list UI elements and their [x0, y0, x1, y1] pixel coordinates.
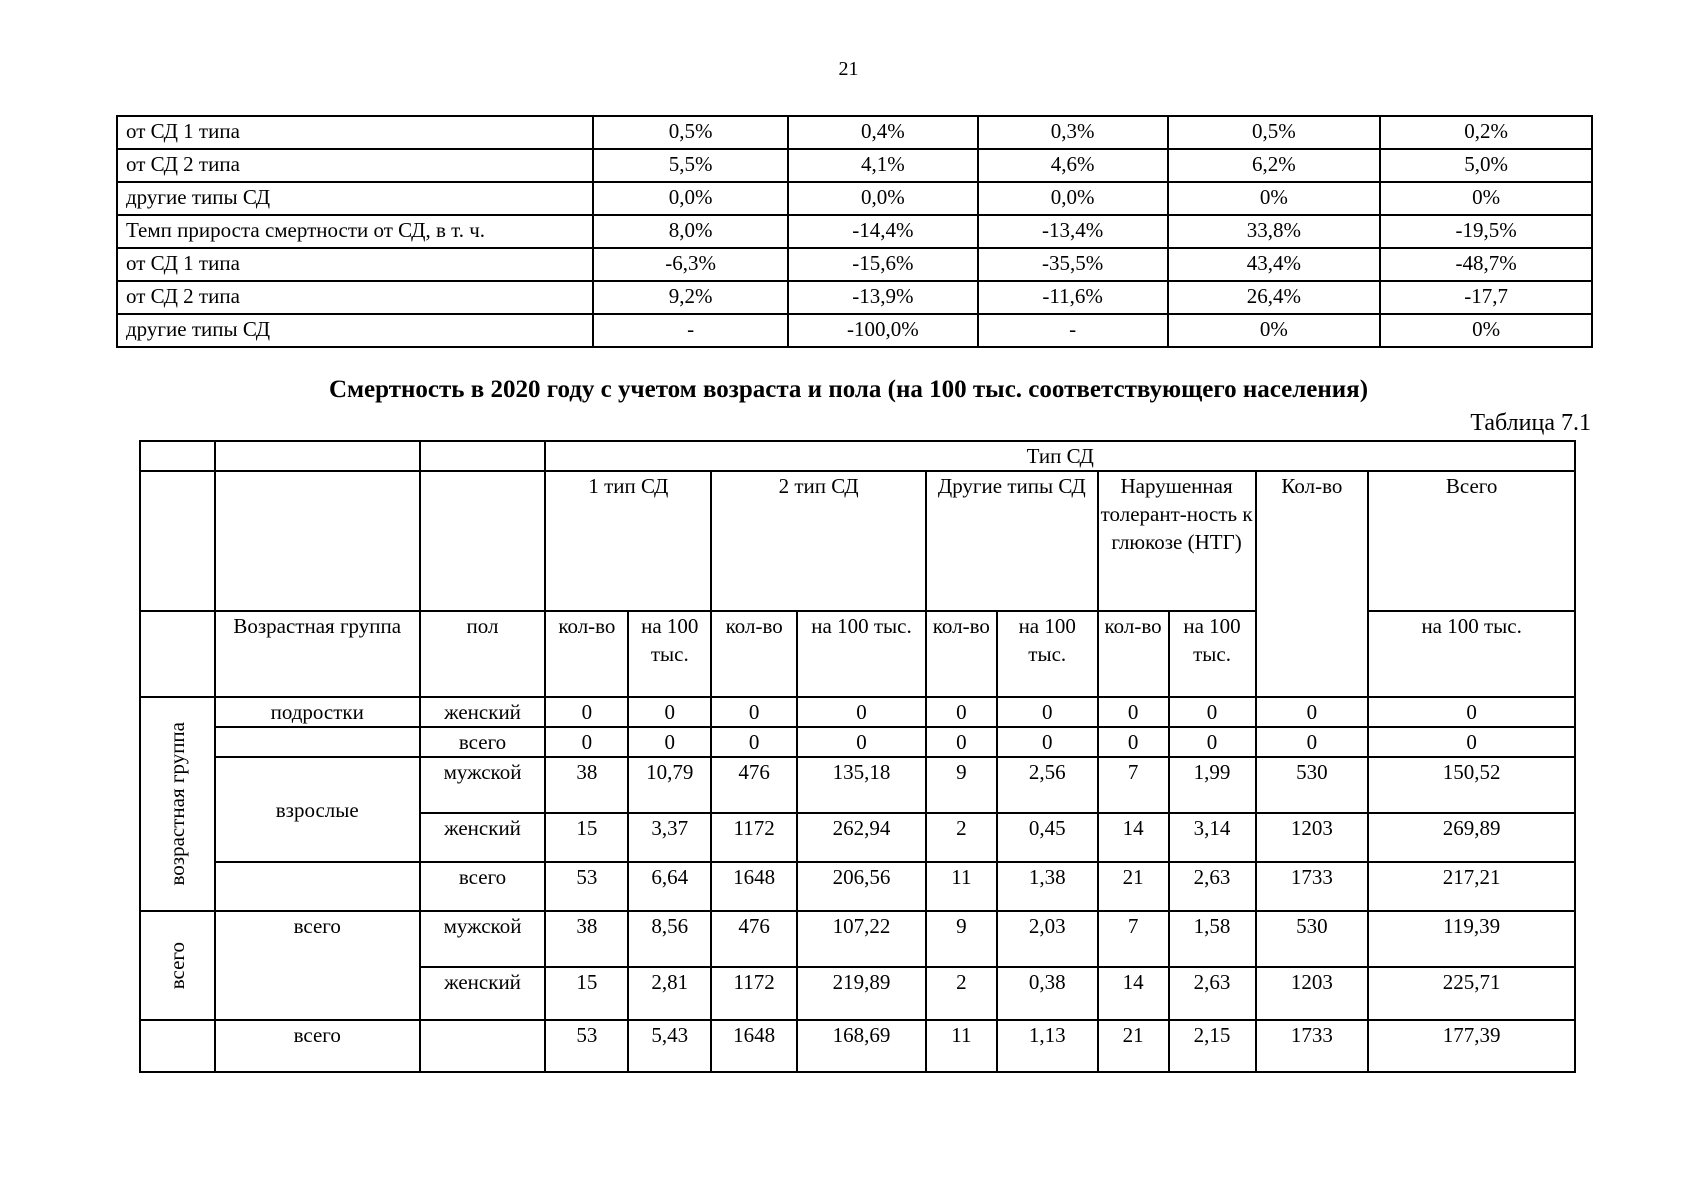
value-cell: 0 — [1256, 697, 1369, 727]
value-cell: 150,52 — [1368, 757, 1575, 813]
value-cell: -35,5% — [978, 248, 1168, 281]
row-label: от СД 1 типа — [117, 116, 593, 149]
value-cell: 1203 — [1256, 967, 1369, 1020]
table-row — [117, 281, 1592, 314]
value-cell: 1,13 — [997, 1020, 1098, 1072]
value-cell: 1648 — [711, 862, 797, 911]
side-label-text: всего — [165, 941, 190, 990]
value-cell: 1172 — [711, 967, 797, 1020]
header-other: Другие типы СД — [926, 471, 1098, 611]
row-label: Темп прироста смертности от СД, в т. ч. — [117, 215, 593, 248]
value-cell: - — [978, 314, 1168, 347]
table-number: Таблица 7.1 — [1470, 410, 1591, 436]
value-cell: 1203 — [1256, 813, 1369, 862]
value-cell: 0 — [997, 697, 1098, 727]
header-blank — [140, 471, 215, 611]
value-cell: 0 — [1098, 697, 1169, 727]
age-cell: всего — [215, 911, 420, 1020]
value-cell: 4,6% — [978, 149, 1168, 182]
value-cell: 53 — [545, 1020, 628, 1072]
value-cell: 135,18 — [797, 757, 926, 813]
value-cell: 21 — [1098, 1020, 1169, 1072]
value-cell: -48,7% — [1380, 248, 1592, 281]
value-cell: 107,22 — [797, 911, 926, 967]
sex-cell: женский — [420, 967, 546, 1020]
age-cell — [215, 727, 420, 757]
header-blank — [215, 471, 420, 611]
value-cell: 2,56 — [997, 757, 1098, 813]
value-cell: 6,2% — [1168, 149, 1381, 182]
value-cell: 0 — [926, 697, 997, 727]
value-cell: 8,0% — [593, 215, 788, 248]
age-cell — [215, 862, 420, 911]
header-type2: 2 тип СД — [711, 471, 926, 611]
age-cell: всего — [215, 1020, 420, 1072]
value-cell: 1733 — [1256, 1020, 1369, 1072]
table-row — [117, 149, 1592, 182]
age-cell: взрослые — [215, 757, 420, 862]
value-cell: 225,71 — [1368, 967, 1575, 1020]
mortality-growth-table — [116, 115, 1593, 348]
value-cell: 1172 — [711, 813, 797, 862]
page-number: 21 — [838, 58, 859, 80]
value-cell: 7 — [1098, 757, 1169, 813]
value-cell: 0% — [1168, 314, 1381, 347]
value-cell: 476 — [711, 757, 797, 813]
value-cell: 1,99 — [1169, 757, 1256, 813]
value-cell: 1,58 — [1169, 911, 1256, 967]
value-cell: 0 — [797, 697, 926, 727]
header-per100-type1: на 100 тыс. — [628, 611, 711, 697]
value-cell: 0,0% — [788, 182, 978, 215]
header-type: Тип СД — [545, 441, 1575, 471]
value-cell: 0,5% — [593, 116, 788, 149]
value-cell: -17,7 — [1380, 281, 1592, 314]
value-cell: 0 — [1368, 697, 1575, 727]
value-cell: 2 — [926, 967, 997, 1020]
value-cell: 3,37 — [628, 813, 711, 862]
row-label: от СД 2 типа — [117, 149, 593, 182]
side-label-total — [140, 911, 215, 1020]
value-cell: 0 — [997, 727, 1098, 757]
table-title: Смертность в 2020 году с учетом возраста и пола (на 100 тыс. соответствующего населения) — [328, 376, 1369, 403]
value-cell: 26,4% — [1168, 281, 1381, 314]
value-cell: 0,4% — [788, 116, 978, 149]
sex-cell: женский — [420, 697, 546, 727]
value-cell: 1733 — [1256, 862, 1369, 911]
value-cell: 0,0% — [978, 182, 1168, 215]
value-cell: 0,5% — [1168, 116, 1381, 149]
value-cell: 0 — [926, 727, 997, 757]
value-cell: 9,2% — [593, 281, 788, 314]
value-cell: 0 — [711, 727, 797, 757]
row-label: от СД 1 типа — [117, 248, 593, 281]
value-cell: 0 — [545, 727, 628, 757]
sex-cell — [420, 1020, 546, 1072]
value-cell: 0,2% — [1380, 116, 1592, 149]
sex-cell: мужской — [420, 757, 546, 813]
value-cell: -13,9% — [788, 281, 978, 314]
value-cell: 1,38 — [997, 862, 1098, 911]
header-count-ntg: кол-во — [1098, 611, 1169, 697]
value-cell: 7 — [1098, 911, 1169, 967]
table-row — [117, 116, 1592, 149]
header-total-per100: на 100 тыс. — [1368, 611, 1575, 697]
value-cell: 15 — [545, 967, 628, 1020]
value-cell: 5,43 — [628, 1020, 711, 1072]
table-row — [117, 182, 1592, 215]
value-cell: 177,39 — [1368, 1020, 1575, 1072]
value-cell: 9 — [926, 757, 997, 813]
value-cell: 53 — [545, 862, 628, 911]
table-row — [117, 248, 1592, 281]
value-cell: -15,6% — [788, 248, 978, 281]
value-cell: 9 — [926, 911, 997, 967]
row-label: другие типы СД — [117, 182, 593, 215]
value-cell: -19,5% — [1380, 215, 1592, 248]
value-cell: 168,69 — [797, 1020, 926, 1072]
value-cell: 219,89 — [797, 967, 926, 1020]
value-cell: 0 — [628, 727, 711, 757]
value-cell: 2,63 — [1169, 967, 1256, 1020]
value-cell: 5,5% — [593, 149, 788, 182]
header-per100-ntg: на 100 тыс. — [1169, 611, 1256, 697]
value-cell: 206,56 — [797, 862, 926, 911]
value-cell: 33,8% — [1168, 215, 1381, 248]
header-count-type2: кол-во — [711, 611, 797, 697]
header-count-other: кол-во — [926, 611, 997, 697]
value-cell: 0 — [545, 697, 628, 727]
header-count: Кол-во — [1256, 471, 1369, 697]
value-cell: 38 — [545, 757, 628, 813]
header-blank — [420, 471, 546, 611]
value-cell: 0,0% — [593, 182, 788, 215]
value-cell: 119,39 — [1368, 911, 1575, 967]
value-cell: 2,15 — [1169, 1020, 1256, 1072]
value-cell: -14,4% — [788, 215, 978, 248]
sex-cell: всего — [420, 727, 546, 757]
row-label: другие типы СД — [117, 314, 593, 347]
value-cell: 21 — [1098, 862, 1169, 911]
value-cell: 15 — [545, 813, 628, 862]
value-cell: 530 — [1256, 757, 1369, 813]
value-cell: 14 — [1098, 813, 1169, 862]
value-cell: 2,03 — [997, 911, 1098, 967]
header-blank — [140, 611, 215, 697]
header-blank — [140, 441, 215, 471]
value-cell: -13,4% — [978, 215, 1168, 248]
value-cell: 0,3% — [978, 116, 1168, 149]
value-cell: -6,3% — [593, 248, 788, 281]
value-cell: 269,89 — [1368, 813, 1575, 862]
mortality-by-age-sex-table — [139, 440, 1576, 1073]
value-cell: 217,21 — [1368, 862, 1575, 911]
side-blank — [140, 1020, 215, 1072]
value-cell: 11 — [926, 862, 997, 911]
value-cell: 2,63 — [1169, 862, 1256, 911]
value-cell: 3,14 — [1169, 813, 1256, 862]
value-cell: 530 — [1256, 911, 1369, 967]
row-label: от СД 2 типа — [117, 281, 593, 314]
value-cell: 38 — [545, 911, 628, 967]
header-sex: пол — [420, 611, 546, 697]
value-cell: -11,6% — [978, 281, 1168, 314]
table-row — [117, 314, 1592, 347]
sex-cell: женский — [420, 813, 546, 862]
value-cell: - — [593, 314, 788, 347]
value-cell: 0% — [1380, 182, 1592, 215]
side-label-text: возрастная группа — [165, 722, 190, 886]
value-cell: 1648 — [711, 1020, 797, 1072]
header-per100-other: на 100 тыс. — [997, 611, 1098, 697]
value-cell: 10,79 — [628, 757, 711, 813]
value-cell: 0 — [1169, 727, 1256, 757]
header-per100-type2: на 100 тыс. — [797, 611, 926, 697]
value-cell: 0 — [1169, 697, 1256, 727]
header-total: Всего — [1368, 471, 1575, 611]
value-cell: 262,94 — [797, 813, 926, 862]
header-blank — [215, 441, 420, 471]
value-cell: 0% — [1168, 182, 1381, 215]
value-cell: 6,64 — [628, 862, 711, 911]
table-row — [117, 215, 1592, 248]
value-cell: 476 — [711, 911, 797, 967]
value-cell: 0 — [797, 727, 926, 757]
value-cell: 4,1% — [788, 149, 978, 182]
side-label-age-group — [140, 697, 215, 911]
value-cell: 14 — [1098, 967, 1169, 1020]
value-cell: 8,56 — [628, 911, 711, 967]
value-cell: 0,45 — [997, 813, 1098, 862]
value-cell: 0 — [1098, 727, 1169, 757]
header-type1: 1 тип СД — [545, 471, 711, 611]
value-cell: 2,81 — [628, 967, 711, 1020]
header-ntg: Нарушенная толерант-ность к глюкозе (НТГ) — [1098, 471, 1256, 611]
age-cell: подростки — [215, 697, 420, 727]
value-cell: 0 — [1368, 727, 1575, 757]
value-cell: 0,38 — [997, 967, 1098, 1020]
value-cell: 43,4% — [1168, 248, 1381, 281]
header-age-group: Возрастная группа — [215, 611, 420, 697]
value-cell: 0 — [1256, 727, 1369, 757]
value-cell: -100,0% — [788, 314, 978, 347]
sex-cell: мужской — [420, 911, 546, 967]
value-cell: 0 — [628, 697, 711, 727]
header-blank — [420, 441, 546, 471]
sex-cell: всего — [420, 862, 546, 911]
value-cell: 2 — [926, 813, 997, 862]
value-cell: 0% — [1380, 314, 1592, 347]
value-cell: 5,0% — [1380, 149, 1592, 182]
value-cell: 11 — [926, 1020, 997, 1072]
value-cell: 0 — [711, 697, 797, 727]
header-count-type1: кол-во — [545, 611, 628, 697]
